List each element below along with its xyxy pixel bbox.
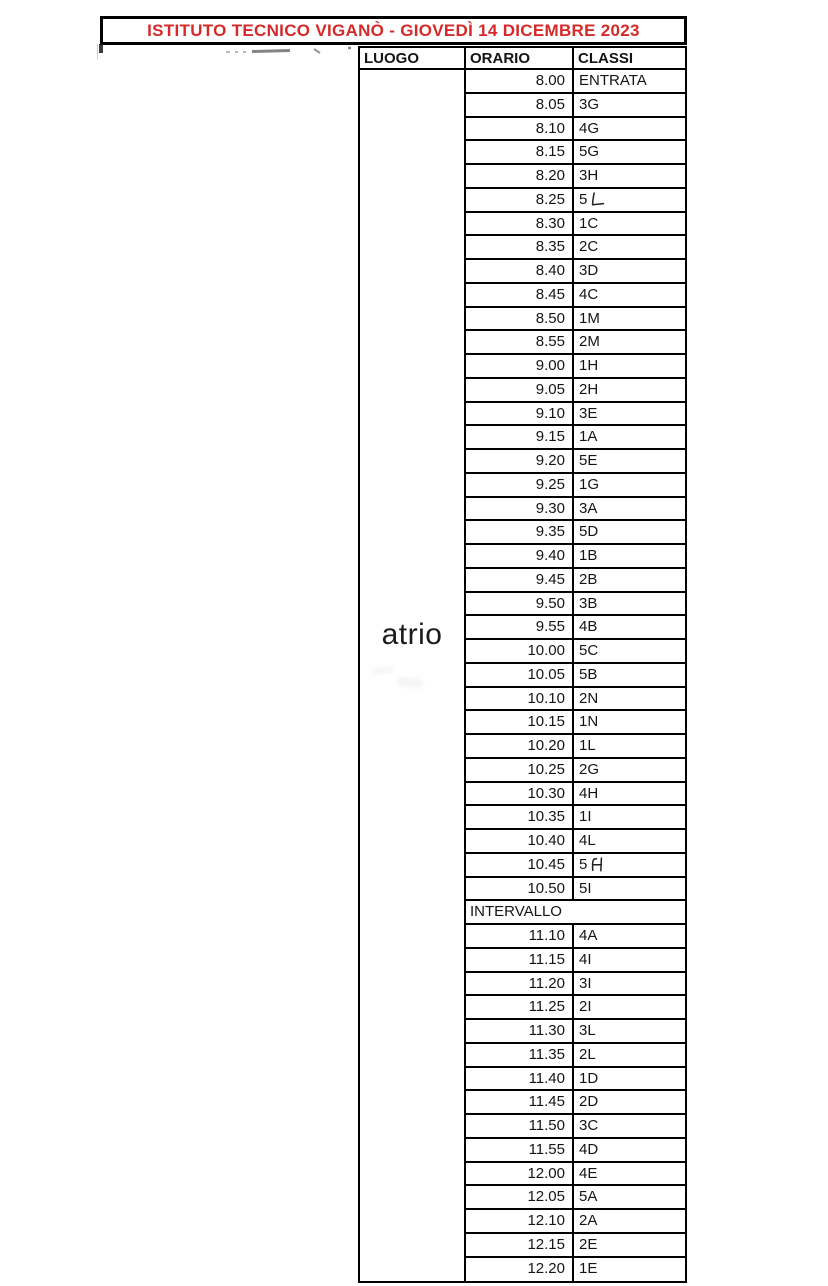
- orario-cell: 8.00: [466, 70, 574, 92]
- table-row: [466, 331, 685, 355]
- table-row: [466, 1115, 685, 1139]
- orario-cell: 11.50: [466, 1115, 574, 1137]
- table-row: [466, 688, 685, 712]
- orario-cell: 9.00: [466, 355, 574, 377]
- table-row: [466, 165, 685, 189]
- scan-smudge: [398, 677, 423, 688]
- classi-cell: 4H: [579, 784, 599, 802]
- table-row: [466, 1139, 685, 1163]
- orario-cell: 10.00: [466, 640, 574, 662]
- classi-cell: ENTRATA: [579, 72, 647, 89]
- table-row: [466, 830, 685, 854]
- classi-cell: 1H: [579, 357, 599, 374]
- orario-cell: 11.15: [466, 949, 574, 971]
- table-row: [466, 806, 685, 830]
- table-row: [466, 664, 685, 688]
- table-row: [466, 521, 685, 545]
- classi-cell: 5: [574, 854, 685, 876]
- orario-cell: 12.05: [466, 1186, 574, 1208]
- classi-cell: 1I: [579, 808, 592, 826]
- classi-cell: 1N: [579, 713, 599, 731]
- classi-cell: 3G: [579, 95, 600, 113]
- table-row: [466, 711, 685, 735]
- orario-cell: 9.20: [466, 450, 574, 472]
- table-row: [466, 854, 685, 878]
- orario-cell: 9.40: [466, 545, 574, 567]
- orario-cell: 11.35: [466, 1044, 574, 1066]
- orario-cell: 9.35: [466, 521, 574, 543]
- orario-cell: 8.30: [466, 213, 574, 235]
- classi-cell: 5B: [579, 665, 598, 683]
- classi-cell: 4L: [579, 832, 596, 849]
- table-row: [466, 260, 685, 284]
- handwritten-letter-H: [588, 856, 605, 873]
- table-row: [466, 1044, 685, 1068]
- classi-cell: 4C: [579, 285, 599, 303]
- table-row: [466, 996, 685, 1020]
- classi-cell: 3H: [579, 167, 599, 184]
- table-row: [466, 213, 685, 237]
- orario-cell: 8.05: [466, 94, 574, 116]
- table-row: [466, 569, 685, 593]
- orario-cell: 9.25: [466, 474, 574, 496]
- table-row: [466, 1186, 685, 1210]
- orario-cell: 10.20: [466, 735, 574, 757]
- table-row: [466, 403, 685, 427]
- orario-cell: 8.40: [466, 260, 574, 282]
- orario-cell: 11.25: [466, 996, 574, 1018]
- table-row: [466, 973, 685, 997]
- classi-cell: 5: [574, 189, 685, 211]
- table-row: [466, 735, 685, 759]
- table-row: [466, 236, 685, 260]
- classi-cell: 2G: [579, 760, 600, 778]
- table-row: [466, 878, 685, 902]
- header-orario: ORARIO: [466, 48, 574, 68]
- orario-cell: 11.55: [466, 1139, 574, 1161]
- classi-cell: 5A: [579, 1188, 598, 1206]
- classi-cell: 3A: [579, 499, 598, 517]
- orario-cell: 10.30: [466, 783, 574, 805]
- scan-artifact-tick: [99, 44, 103, 53]
- table-row: [466, 308, 685, 332]
- table-row: [466, 284, 685, 308]
- handwritten-letter-L: [588, 191, 605, 208]
- orario-cell: 9.45: [466, 569, 574, 591]
- schedule-table: [358, 46, 687, 1283]
- classi-cell: 1B: [579, 547, 598, 564]
- classi-cell: 4A: [579, 927, 598, 944]
- table-row: [466, 949, 685, 973]
- table-row: [466, 1258, 685, 1282]
- orario-cell: 9.15: [466, 426, 574, 448]
- orario-cell: 8.15: [466, 141, 574, 163]
- classi-cell: 5I: [579, 879, 592, 897]
- scan-artifact-line: [97, 44, 98, 60]
- header-luogo: LUOGO: [360, 48, 466, 68]
- orario-cell: 8.35: [466, 236, 574, 258]
- orario-cell: 11.10: [466, 925, 574, 947]
- table-row: [466, 640, 685, 664]
- classi-cell: 3I: [579, 974, 592, 992]
- table-row: [466, 1210, 685, 1234]
- luogo-value: atrio: [381, 618, 443, 651]
- classi-cell: 1C: [579, 214, 599, 232]
- classi-cell: 3L: [579, 1022, 596, 1039]
- table-body: [360, 70, 685, 1281]
- classi-cell: 1D: [579, 1069, 599, 1087]
- orario-cell: 10.15: [466, 711, 574, 733]
- classi-cell: 2B: [579, 570, 598, 588]
- classi-cell: 1M: [579, 309, 600, 327]
- classi-cell: 5D: [579, 523, 599, 541]
- table-row: [466, 1163, 685, 1187]
- classi-cell: 2E: [579, 1235, 598, 1253]
- classi-cell: 5E: [579, 452, 598, 469]
- classi-cell: 2D: [579, 1093, 599, 1111]
- classi-cell: 4E: [579, 1164, 598, 1182]
- rows-column: [466, 70, 685, 1281]
- table-row: [466, 355, 685, 379]
- classi-cell: 3B: [579, 594, 598, 612]
- luogo-merged-cell: [360, 70, 466, 1281]
- orario-cell: 8.45: [466, 284, 574, 306]
- classi-cell: 2H: [579, 380, 599, 398]
- table-row: [466, 189, 685, 213]
- orario-cell: 11.40: [466, 1068, 574, 1090]
- classi-cell: 3D: [579, 262, 599, 279]
- classi-cell: 4D: [579, 1140, 599, 1158]
- table-row: [466, 94, 685, 118]
- table-row: [466, 498, 685, 522]
- classi-cell: 2L: [579, 1045, 596, 1063]
- orario-cell: 10.05: [466, 664, 574, 686]
- table-row: [466, 1020, 685, 1044]
- classi-cell: 5C: [579, 642, 599, 659]
- orario-cell: 10.25: [466, 759, 574, 781]
- orario-cell: 11.30: [466, 1020, 574, 1042]
- classi-cell: 1L: [579, 737, 596, 754]
- table-row: [466, 141, 685, 165]
- classi-cell: 4G: [579, 119, 600, 137]
- table-row: [466, 1234, 685, 1258]
- classi-cell: 4I: [579, 950, 592, 968]
- intervallo-row: [466, 901, 685, 925]
- classi-cell: 4B: [579, 618, 598, 636]
- table-header-row: [360, 48, 685, 70]
- orario-cell: 9.50: [466, 593, 574, 615]
- orario-cell: 9.05: [466, 379, 574, 401]
- table-row: [466, 593, 685, 617]
- page-title: ISTITUTO TECNICO VIGANÒ - GIOVEDÌ 14 DICEMBRE 2023: [147, 20, 640, 40]
- classi-cell: 2N: [579, 689, 599, 707]
- classi-cell: 1G: [579, 475, 600, 493]
- classi-cell: 3E: [579, 404, 598, 422]
- orario-cell: 8.10: [466, 118, 574, 140]
- classi-cell: 2A: [579, 1212, 598, 1229]
- table-row: [466, 474, 685, 498]
- classi-cell: 2C: [579, 238, 599, 256]
- orario-cell: 10.40: [466, 830, 574, 852]
- table-row: [466, 759, 685, 783]
- table-row: [466, 1091, 685, 1115]
- table-row: [466, 925, 685, 949]
- table-row: [466, 426, 685, 450]
- orario-cell: 11.45: [466, 1091, 574, 1113]
- table-row: [466, 545, 685, 569]
- orario-cell: 10.45: [466, 854, 574, 876]
- classi-cell: 1E: [579, 1259, 598, 1277]
- table-row: [466, 616, 685, 640]
- orario-cell: 9.30: [466, 498, 574, 520]
- table-row: [466, 379, 685, 403]
- classi-cell: 2M: [579, 333, 600, 351]
- classi-cell: 3C: [579, 1117, 599, 1134]
- classi-cell: 5G: [579, 143, 600, 161]
- classi-cell: 2I: [579, 998, 592, 1016]
- orario-cell: 8.20: [466, 165, 574, 187]
- erased-text-mark: [222, 46, 352, 60]
- classi-cell: 1A: [579, 428, 598, 446]
- table-row: [466, 1068, 685, 1092]
- orario-cell: 8.55: [466, 331, 574, 353]
- orario-cell: 11.20: [466, 973, 574, 995]
- orario-cell: 8.50: [466, 308, 574, 330]
- orario-cell: 10.10: [466, 688, 574, 710]
- table-row: [466, 70, 685, 94]
- orario-cell: 12.20: [466, 1258, 574, 1282]
- orario-cell: 9.10: [466, 403, 574, 425]
- orario-cell: 12.15: [466, 1234, 574, 1256]
- title-banner: [100, 16, 687, 45]
- orario-cell: 8.25: [466, 189, 574, 211]
- orario-cell: 12.10: [466, 1210, 574, 1232]
- table-row: [466, 450, 685, 474]
- header-classi: CLASSI: [578, 50, 634, 67]
- orario-cell: 9.55: [466, 616, 574, 638]
- orario-cell: 12.00: [466, 1163, 574, 1185]
- table-row: [466, 783, 685, 807]
- orario-cell: 10.50: [466, 878, 574, 900]
- table-row: [466, 118, 685, 142]
- intervallo-cell: INTERVALLO: [470, 903, 562, 921]
- orario-cell: 10.35: [466, 806, 574, 828]
